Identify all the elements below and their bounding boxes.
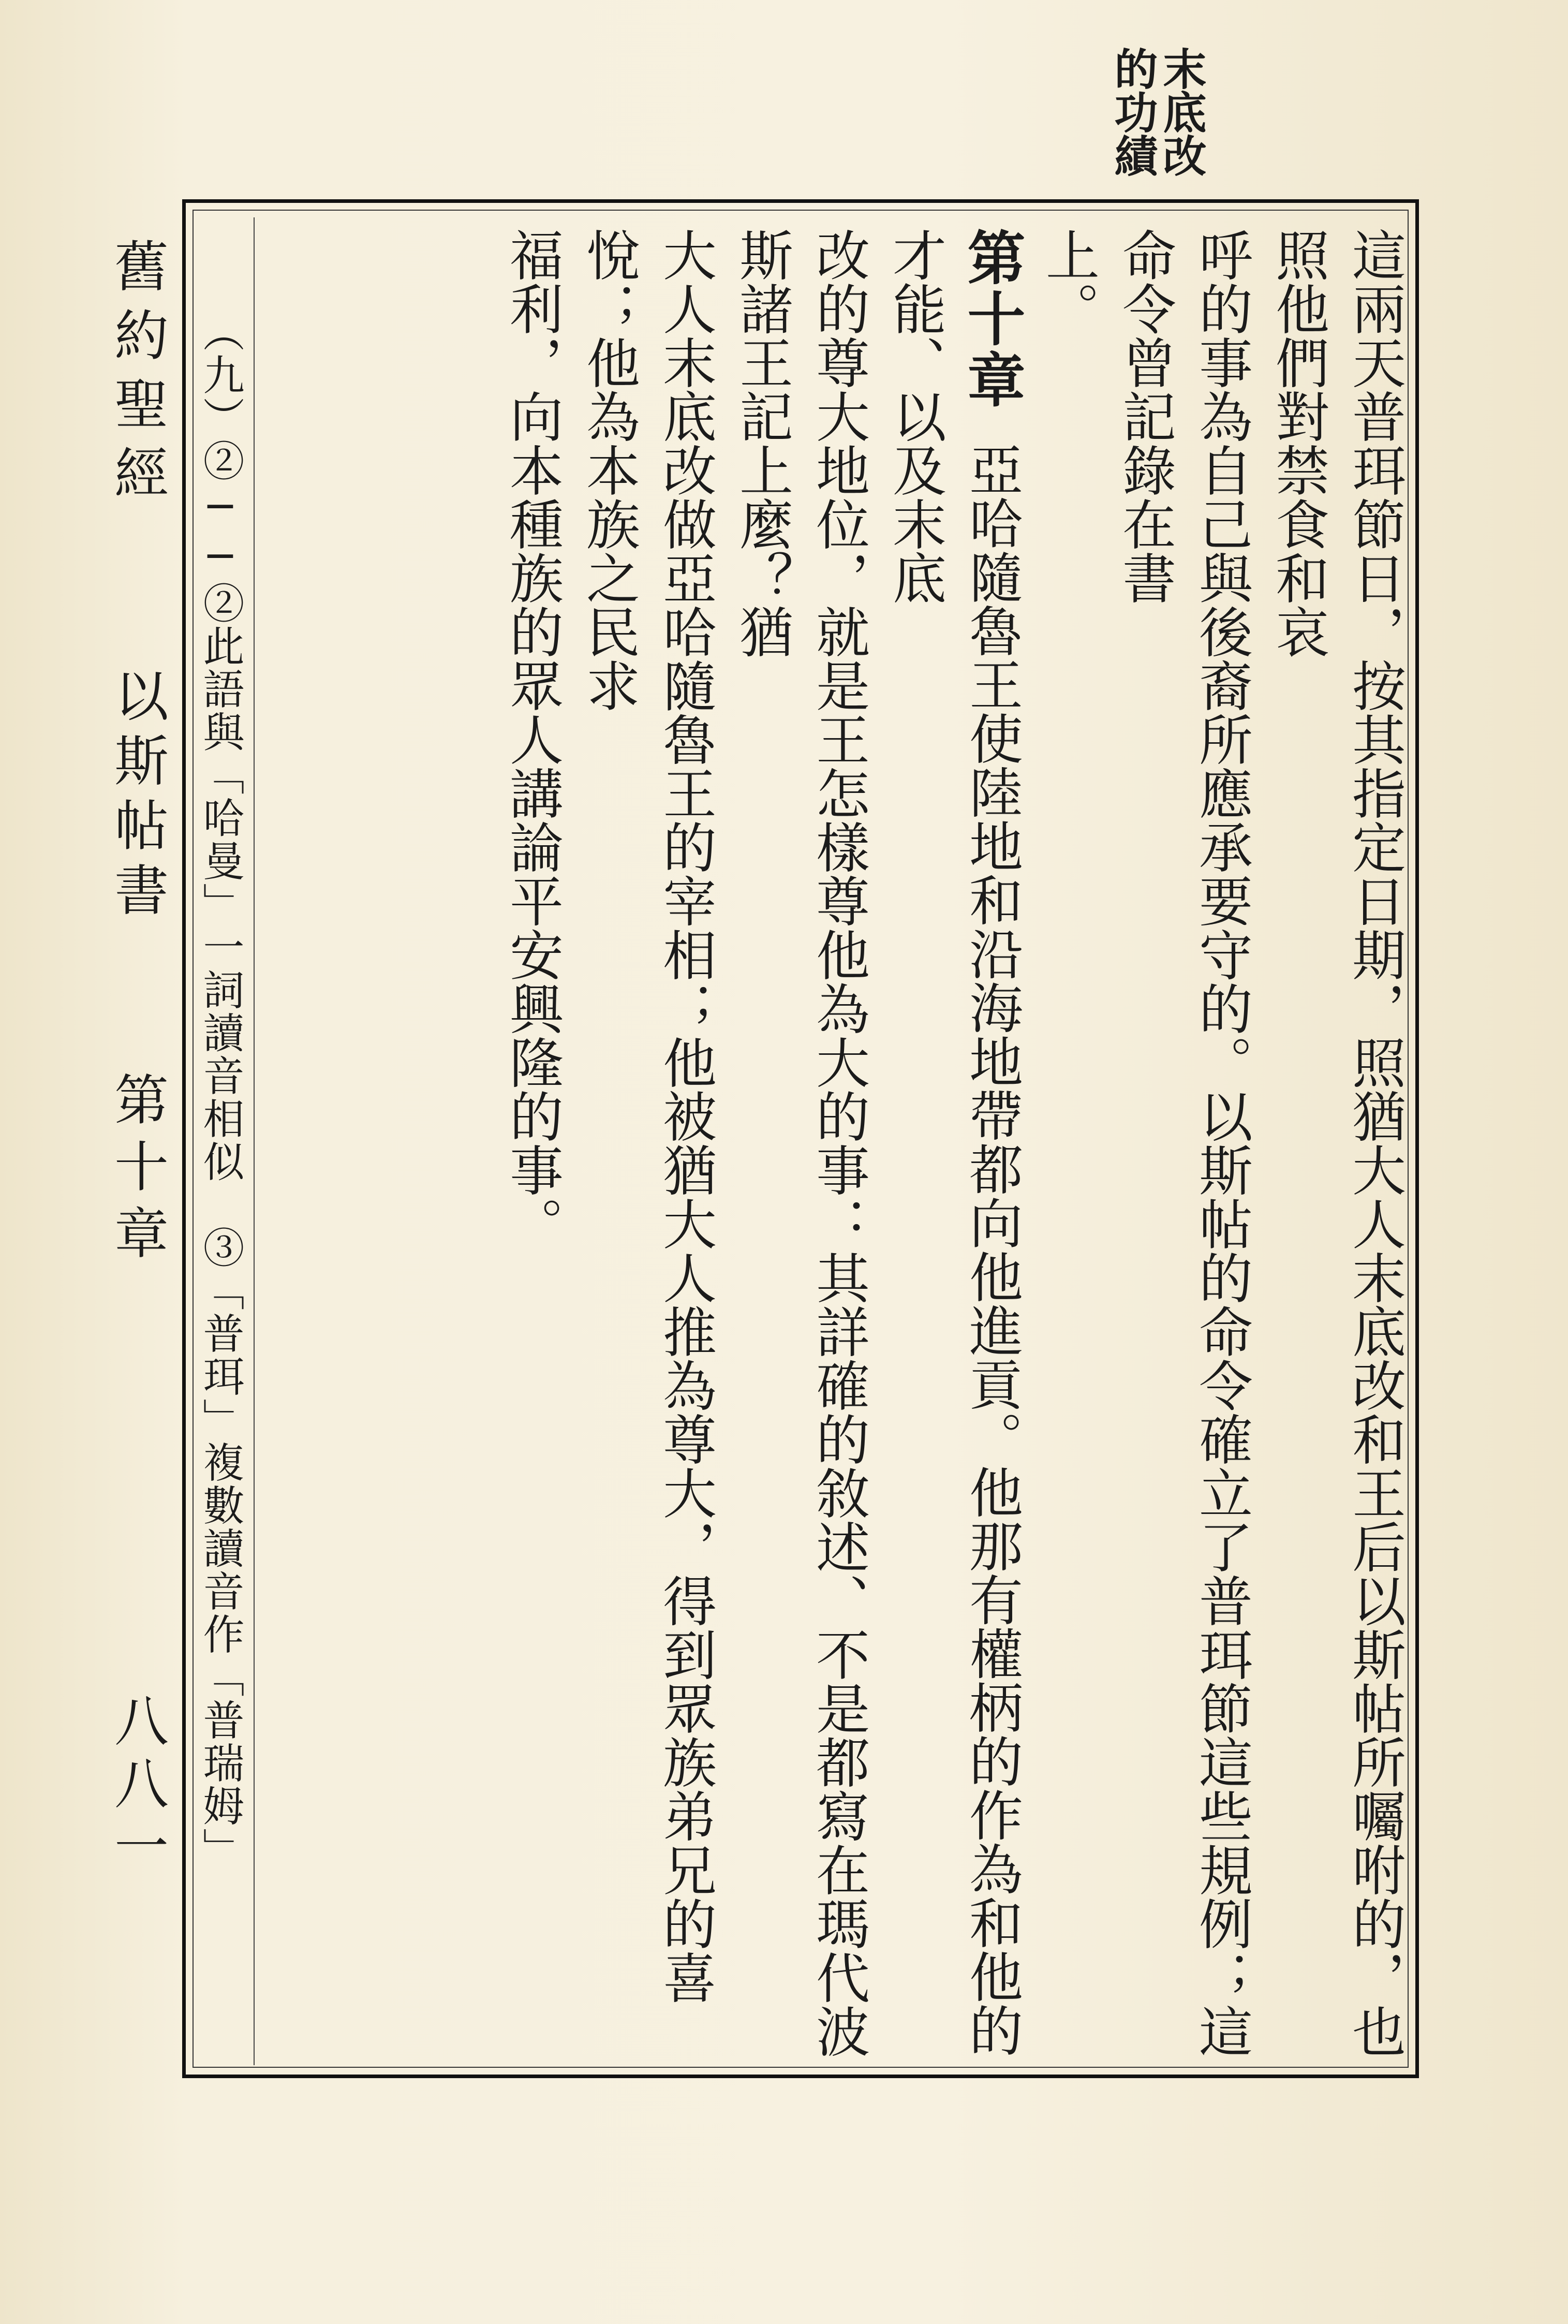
margin-note: 末底改的功績 <box>1107 47 1207 177</box>
body-text <box>494 228 1413 2060</box>
text-column: 改的尊大地位，就是王怎樣尊他為大的事：其詳確的敘述、不是都寫在瑪代波斯諸王記上麼？猶 <box>730 228 870 2058</box>
page-number: 八八一 <box>106 1693 169 1880</box>
running-chapter: 第十章 <box>106 1071 169 1272</box>
book-name: 以斯帖書 <box>106 668 169 926</box>
chapter-text: 亞哈隨魯王使陸地和沿海地帶都向他進貢。他那有權柄的作為和他的才能、以及末底 <box>883 228 1023 2057</box>
text-column: 上。 <box>1037 228 1100 335</box>
text-column: 福利，向本種族的眾人講論平安興隆的事。 <box>500 228 564 1251</box>
footnote: （九）②──②此語與「哈曼」一詞讀音相似 ③「普珥」複數讀音作「普瑞姆」 <box>196 311 244 1871</box>
text-column: 大人末底改做亞哈隨魯王的宰相；他被猶大人推為尊大，得到眾族弟兄的喜悅；他為本族之民求 <box>577 228 717 2004</box>
text-column: 這兩天普珥節日，按其指定日期，照猶大人末底改和王后以斯帖所囑咐的，也照他們對禁食和哀 <box>1266 228 1406 2058</box>
chapter-column <box>877 228 1030 2060</box>
chapter-heading: 第十章 <box>958 228 1026 411</box>
footnote-divider <box>254 217 255 2065</box>
running-title: 舊約聖經 <box>106 238 169 513</box>
text-column: 呼的事為自己與後裔所應承要守的。以斯帖的命令確立了普珥節這些規例；這命令曾記錄在書 <box>1113 228 1253 2058</box>
